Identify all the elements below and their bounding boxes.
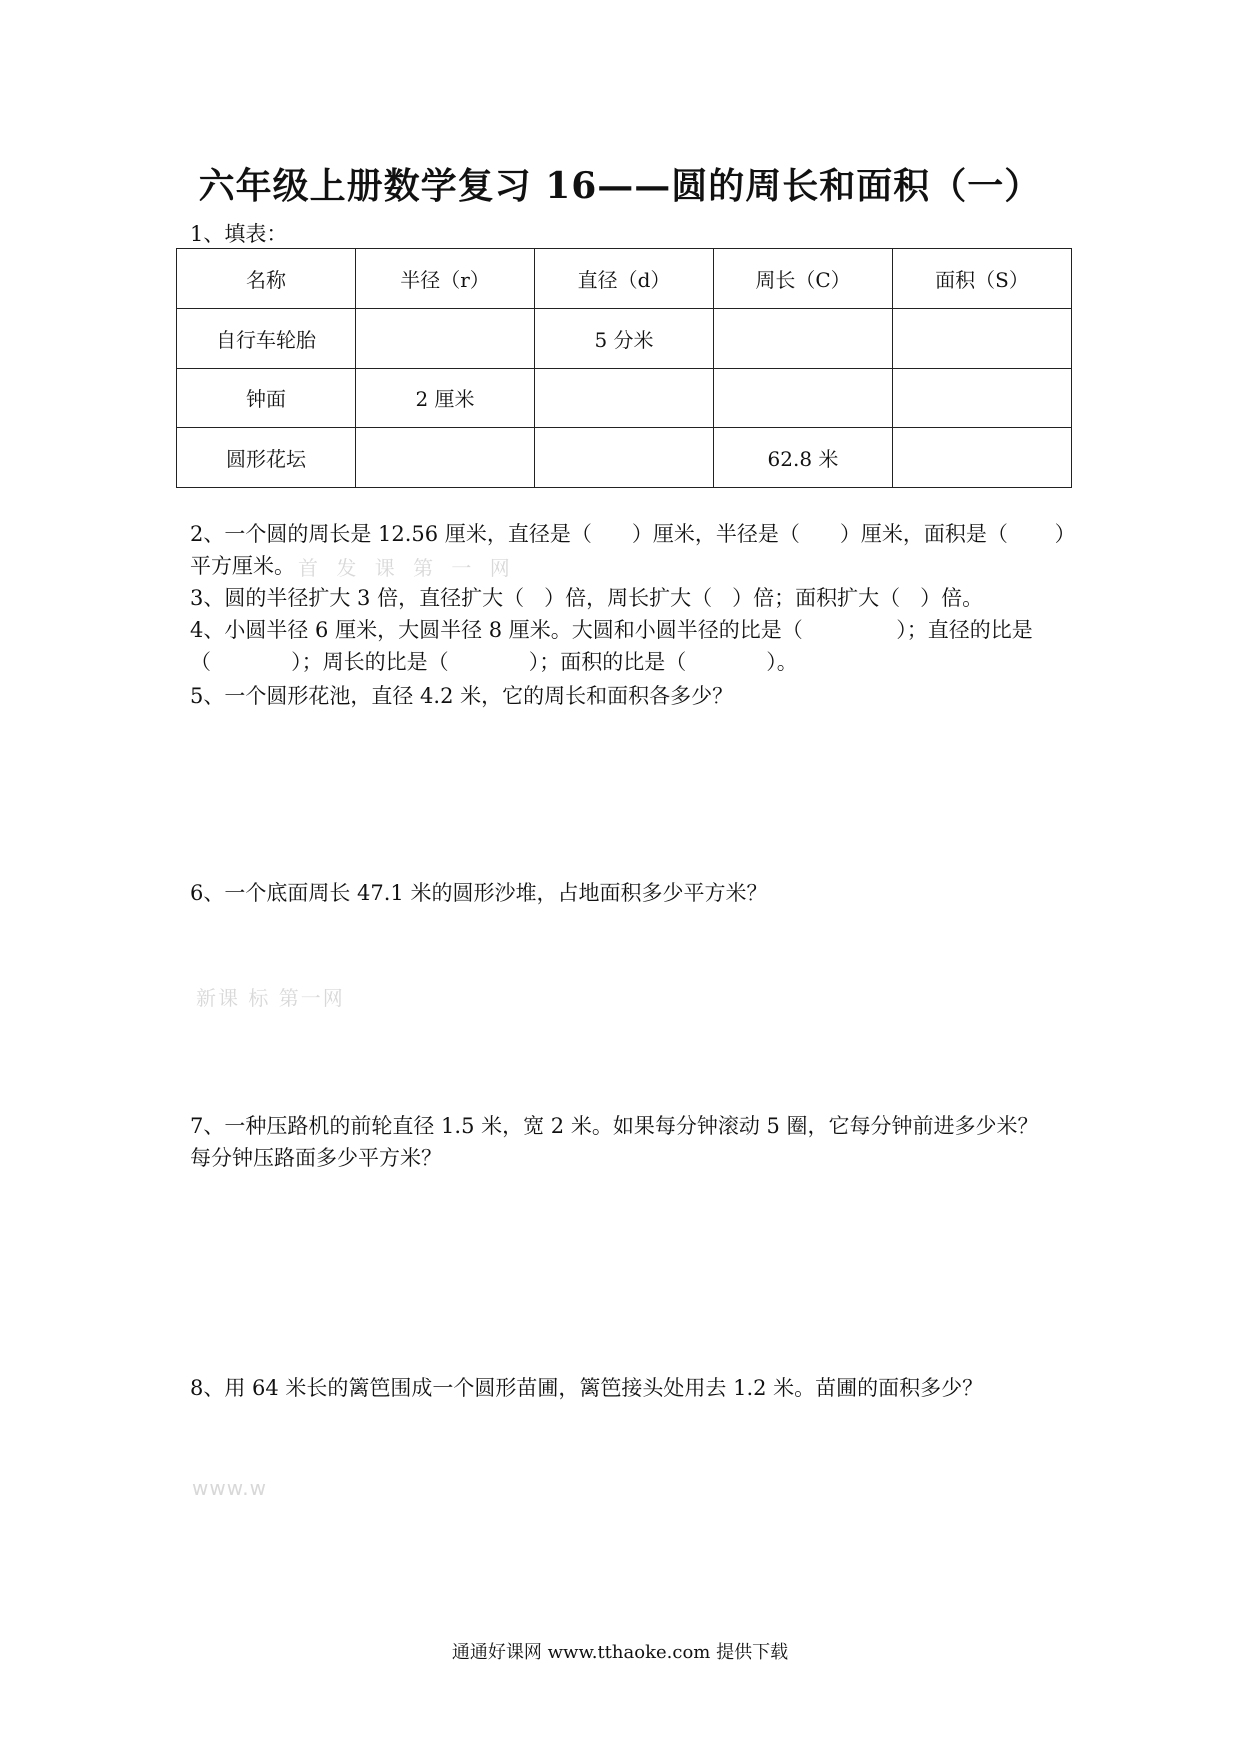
table-header-cell: 直径（d）	[535, 249, 714, 309]
watermark-text: 新课 标 第一网	[196, 986, 345, 1010]
question-6: 6、一个底面周长 47.1 米的圆形沙堆，占地面积多少平方米？	[190, 881, 768, 905]
table-cell	[893, 308, 1072, 368]
question-2: 2、一个圆的周长是 12.56 厘米，直径是（ ）厘米，半径是（ ）厘米，面积是（ ）	[190, 522, 1076, 546]
table-header-cell: 名称	[177, 249, 356, 309]
table-cell	[893, 428, 1072, 488]
table-cell	[356, 428, 535, 488]
table-cell	[535, 428, 714, 488]
table-cell	[893, 368, 1072, 428]
table-cell: 自行车轮胎	[177, 308, 356, 368]
question-2-continued: 平方厘米。	[190, 554, 295, 578]
table-cell: 圆形花坛	[177, 428, 356, 488]
question-8: 8、用 64 米长的篱笆围成一个圆形苗圃，篱笆接头处用去 1.2 米。苗圃的面积多少？	[190, 1376, 984, 1400]
table-row	[177, 308, 1072, 368]
table-header-cell: 周长（C）	[714, 249, 893, 309]
table-header-cell: 面积（S）	[893, 249, 1072, 309]
table-cell: 5 分米	[535, 308, 714, 368]
question-1-label: 1、填表：	[190, 222, 288, 246]
table-cell	[356, 308, 535, 368]
watermark-text: www.w	[192, 1476, 267, 1500]
footer-download-note: 通通好课网 www.tthaoke.com 提供下载	[451, 1642, 789, 1663]
table-header-row	[177, 249, 1072, 309]
page-title: 六年级上册数学复习 16——圆的周长和面积（一）	[198, 165, 1042, 207]
table-row	[177, 368, 1072, 428]
table-cell	[714, 368, 893, 428]
question-4: 4、小圆半径 6 厘米，大圆半径 8 厘米。大圆和小圆半径的比是（ ）；直径的比是	[190, 618, 1033, 642]
question-4-continued: （ ）；周长的比是（ ）；面积的比是（ ）。	[190, 650, 798, 674]
table-row	[177, 428, 1072, 488]
question-3: 3、圆的半径扩大 3 倍，直径扩大（ ）倍，周长扩大（ ）倍；面积扩大（ ）倍。	[190, 586, 984, 610]
table-cell	[535, 368, 714, 428]
table-cell: 2 厘米	[356, 368, 535, 428]
table-cell: 62.8 米	[714, 428, 893, 488]
watermark-text: 首 发 课 第 一 网	[298, 556, 516, 580]
question-5: 5、一个圆形花池，直径 4.2 米，它的周长和面积各多少？	[190, 684, 734, 708]
fill-in-table	[176, 248, 1072, 488]
question-7-continued: 每分钟压路面多少平方米？	[190, 1146, 442, 1170]
table-header-cell: 半径（r）	[356, 249, 535, 309]
question-7: 7、一种压路机的前轮直径 1.5 米，宽 2 米。如果每分钟滚动 5 圈，它每分钟前进多少米？	[190, 1114, 1039, 1138]
table-cell	[714, 308, 893, 368]
table-cell: 钟面	[177, 368, 356, 428]
